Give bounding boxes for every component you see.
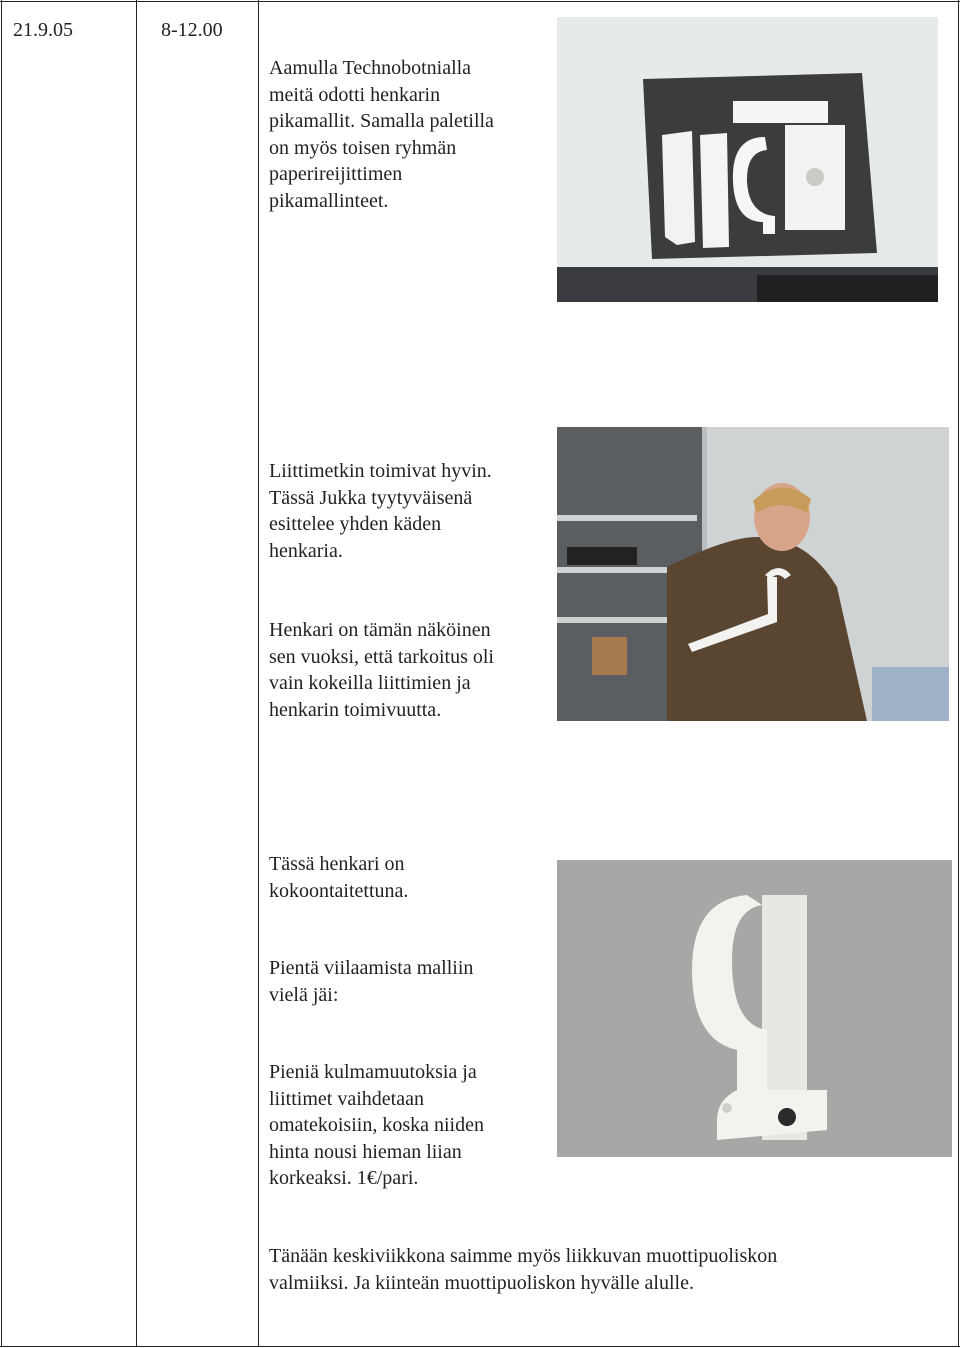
photo-prototype-parts: [557, 17, 938, 302]
photo-folded-hanger: [557, 860, 952, 1157]
table-border-top: [0, 1, 960, 2]
photo-jukka-hanger: [557, 427, 949, 721]
paragraph-hanger-shape: Henkari on tämän näköinen sen vuoksi, että tarkoitus oli vain kokeilla liittimien ja henkarin toimivuutta.: [269, 619, 494, 721]
entry-date: 21.9.05: [13, 19, 73, 41]
column-divider-time: [258, 0, 259, 1346]
paragraph-connectors: Liittimetkin toimivat hyvin. Tässä Jukka tyytyväisenä esittelee yhden käden henkaria.: [269, 460, 492, 562]
paragraph-changes: Pieniä kulmamuutoksia ja liittimet vaihdetaan omatekoisiin, koska niiden hinta nousi hieman liian korkeaksi. 1€/pari.: [269, 1061, 484, 1189]
table-border-bottom: [0, 1346, 960, 1347]
column-divider-date: [136, 0, 137, 1346]
paragraph-prototypes: Aamulla Technobotnialla meitä odotti henkarin pikamallit. Samalla paletilla on myös toisen ryhmän paperireijittimen pikamallinteet.: [269, 57, 494, 212]
paragraph-filing: Pientä viilaamista malliin vielä jäi:: [269, 957, 474, 1006]
entry-time: 8-12.00: [161, 19, 223, 41]
paragraph-folded: Tässä henkari on kokoontaitettuna.: [269, 853, 409, 902]
table-border-left: [1, 0, 2, 1346]
table-border-right: [958, 0, 959, 1346]
paragraph-mould-halves: Tänään keskiviikkona saimme myös liikkuvan muottipuoliskon valmiiksi. Ja kiinteän muottipuoliskon hyvälle alulle.: [269, 1245, 778, 1294]
